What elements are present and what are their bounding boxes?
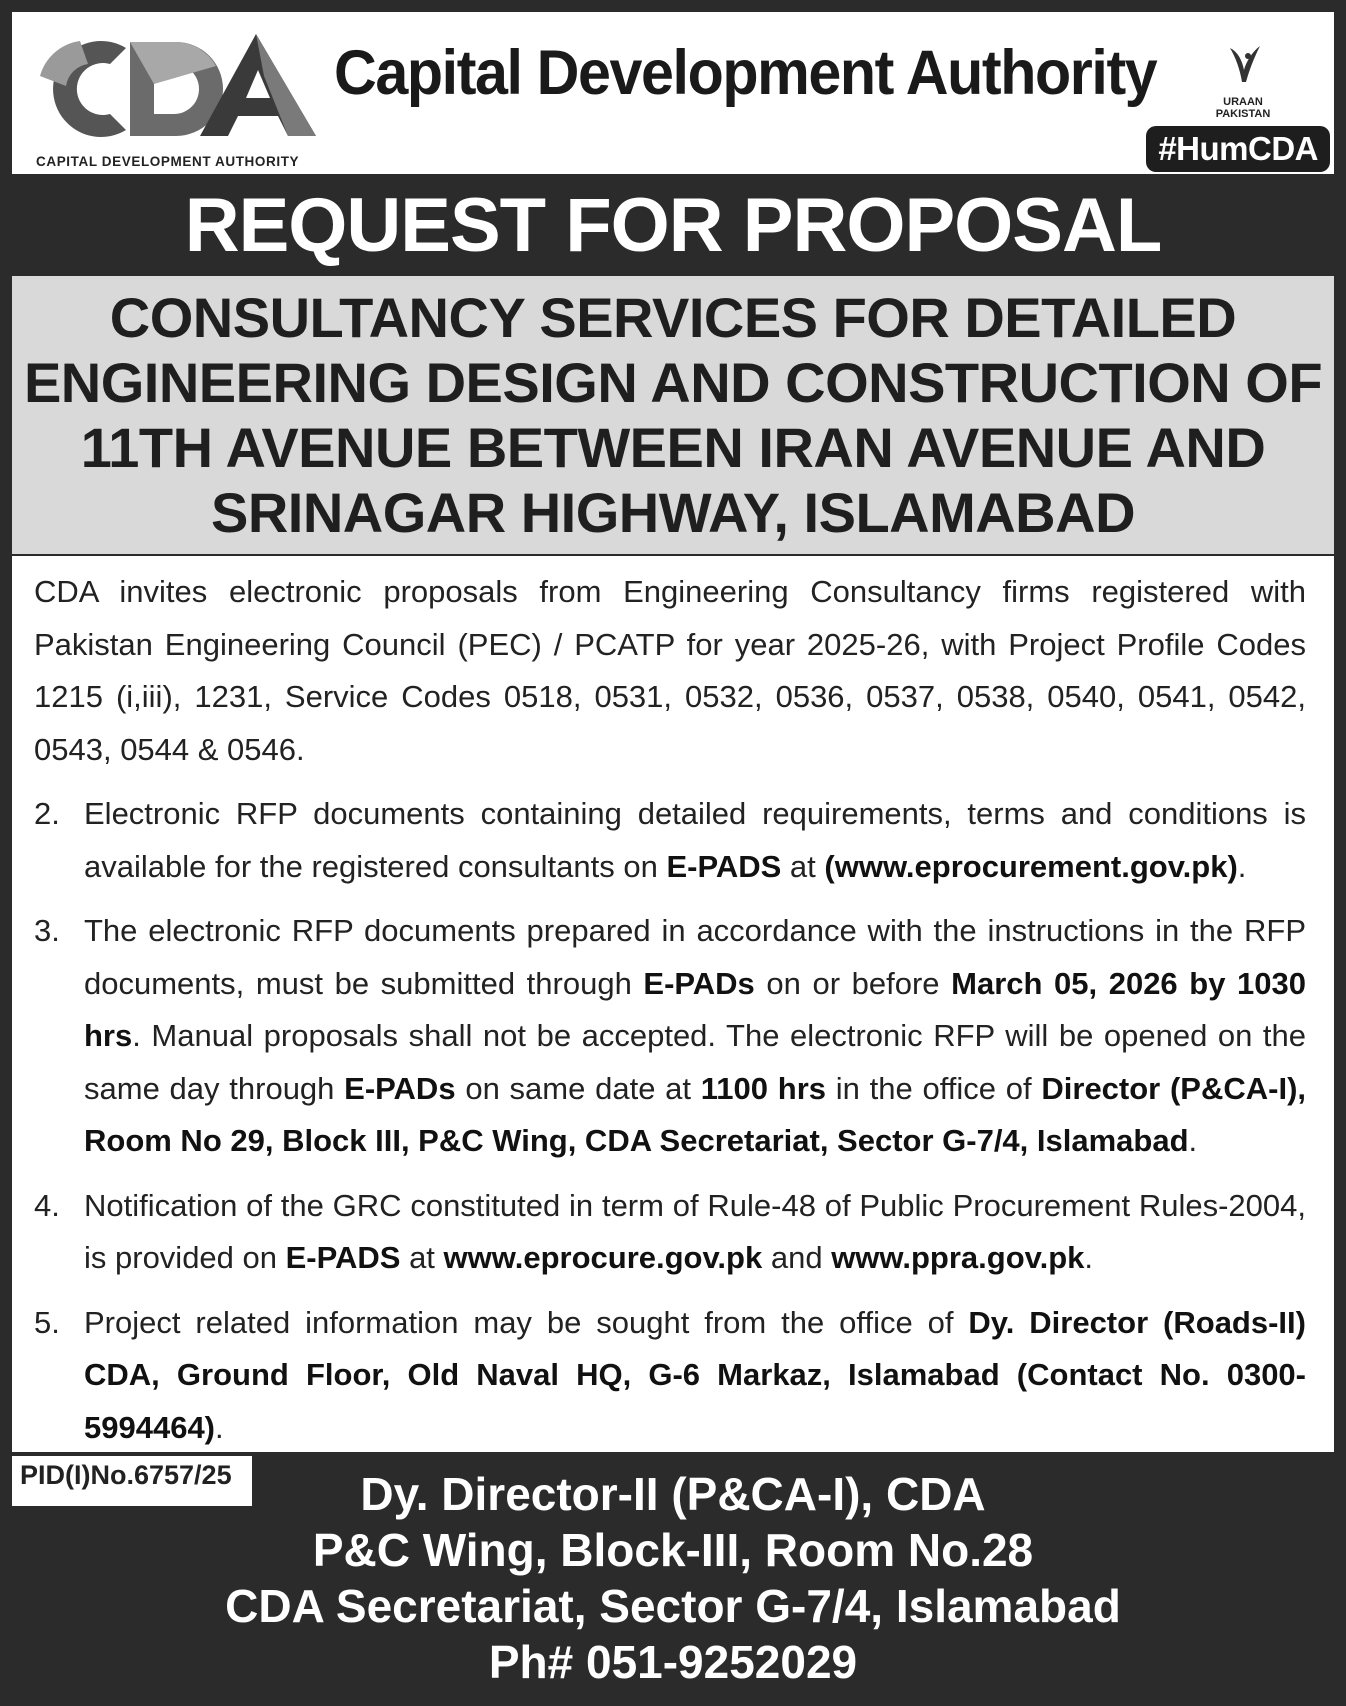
uraan-line-1: URAAN bbox=[1223, 96, 1263, 108]
website-link: www.ppra.gov.pk bbox=[831, 1240, 1085, 1275]
signature-block bbox=[6, 1466, 1340, 1690]
organization-name: Capital Development Authority bbox=[334, 38, 1157, 108]
list-item bbox=[34, 788, 1306, 893]
uraan-line-2: PAKISTAN bbox=[1215, 108, 1271, 120]
opening-time: 1100 hrs bbox=[700, 1070, 827, 1106]
subject-block bbox=[12, 276, 1334, 554]
item-number: 3. bbox=[34, 913, 60, 948]
signature-line: CDA Secretariat, Sector G-7/4, Islamabad bbox=[225, 1580, 1121, 1632]
hashtag-badge: #HumCDA bbox=[1146, 126, 1330, 172]
contact-office: Dy. Director (Roads-II) CDA, Ground Floor, Old Naval HQ, G-6 Markaz, Islamabad (Contact No. 0300-5994464) bbox=[84, 1304, 1306, 1445]
phone-number: Ph# 051-9252029 bbox=[488, 1636, 858, 1688]
emphasis-text: E-PADS bbox=[666, 848, 782, 884]
list-item bbox=[34, 1180, 1306, 1285]
logo-caption: CAPITAL DEVELOPMENT AUTHORITY bbox=[36, 154, 300, 169]
item-text: at bbox=[781, 848, 825, 884]
item-text: Electronic RFP documents containing detailed requirements, terms and conditions is available for the registered consultants on bbox=[84, 796, 1306, 884]
cda-logo-icon bbox=[26, 26, 326, 151]
header bbox=[12, 12, 1334, 174]
item-text: Notification of the GRC constituted in term of Rule-48 of Public Procurement Rules-2004, is provided on bbox=[84, 1187, 1306, 1275]
item-number: 5. bbox=[34, 1304, 60, 1340]
bird-icon bbox=[1226, 42, 1262, 86]
item-text: in the office of bbox=[826, 1070, 1042, 1106]
item-text: and bbox=[762, 1240, 832, 1275]
emphasis-text: E-PADs bbox=[344, 1070, 456, 1106]
website-link: www.eprocure.gov.pk bbox=[443, 1240, 763, 1275]
item-text: The electronic RFP documents prepared in accordance with the instructions in the RFP documents, must be submitted through bbox=[84, 913, 1306, 1001]
list-item bbox=[34, 905, 1306, 1168]
document-title: REQUEST FOR PROPOSAL bbox=[12, 178, 1334, 274]
website-link: (www.eprocurement.gov.pk) bbox=[824, 848, 1238, 884]
item-text: . bbox=[215, 1409, 224, 1445]
intro-paragraph: CDA invites electronic proposals from Engineering Consultancy firms registered with Pakistan Engineering Council (PEC) / PCATP for year 2025-26, with Project Profile Codes 1215 (i,iii), 1231, Service Codes 0518, 0531, 0532, 0536, 0537, 0538, 0540, 0541, 0542, 0543, 0544 & 0546. bbox=[34, 574, 1306, 767]
subject-line: CONSULTANCY SERVICES FOR DETAILED bbox=[109, 286, 1237, 349]
subject-line: SRINAGAR HIGHWAY, ISLAMABAD bbox=[210, 481, 1136, 544]
signature-line: Dy. Director-II (P&CA-I), CDA bbox=[360, 1468, 986, 1520]
deadline-text: March 05, 2026 by 1030 hrs bbox=[84, 965, 1306, 1053]
emphasis-text: E-PADs bbox=[643, 965, 755, 1001]
list-item bbox=[34, 1297, 1306, 1455]
item-text: Project related information may be sought from the office of bbox=[84, 1304, 969, 1340]
item-number: 4. bbox=[34, 1187, 60, 1223]
office-address: Director (P&CA-I), Room No 29, Block III, P&C Wing, CDA Secretariat, Sector G-7/4, Islamabad bbox=[84, 1070, 1307, 1158]
item-text: . bbox=[1237, 848, 1247, 884]
cda-logo bbox=[26, 26, 336, 172]
subject-line: 11TH AVENUE BETWEEN IRAN AVENUE AND bbox=[80, 416, 1266, 479]
item-number: 2. bbox=[34, 796, 60, 831]
signature-line: P&C Wing, Block-III, Room No.28 bbox=[312, 1524, 1034, 1576]
emphasis-text: E-PADS bbox=[285, 1240, 401, 1275]
notice-body bbox=[12, 556, 1334, 1452]
item-text: . bbox=[1084, 1240, 1094, 1275]
item-text: . Manual proposals shall not be accepted. The electronic RFP will be opened on the same day through bbox=[84, 1018, 1306, 1106]
item-text: on or before bbox=[754, 965, 952, 1001]
item-text: . bbox=[1188, 1123, 1198, 1158]
pid-number: PID(I)No.6757/25 bbox=[12, 1456, 252, 1506]
subject-line: ENGINEERING DESIGN AND CONSTRUCTION OF bbox=[23, 351, 1323, 414]
uraan-pakistan-logo bbox=[1188, 34, 1298, 120]
item-text: on same date at bbox=[455, 1070, 701, 1106]
item-text: at bbox=[400, 1240, 444, 1275]
